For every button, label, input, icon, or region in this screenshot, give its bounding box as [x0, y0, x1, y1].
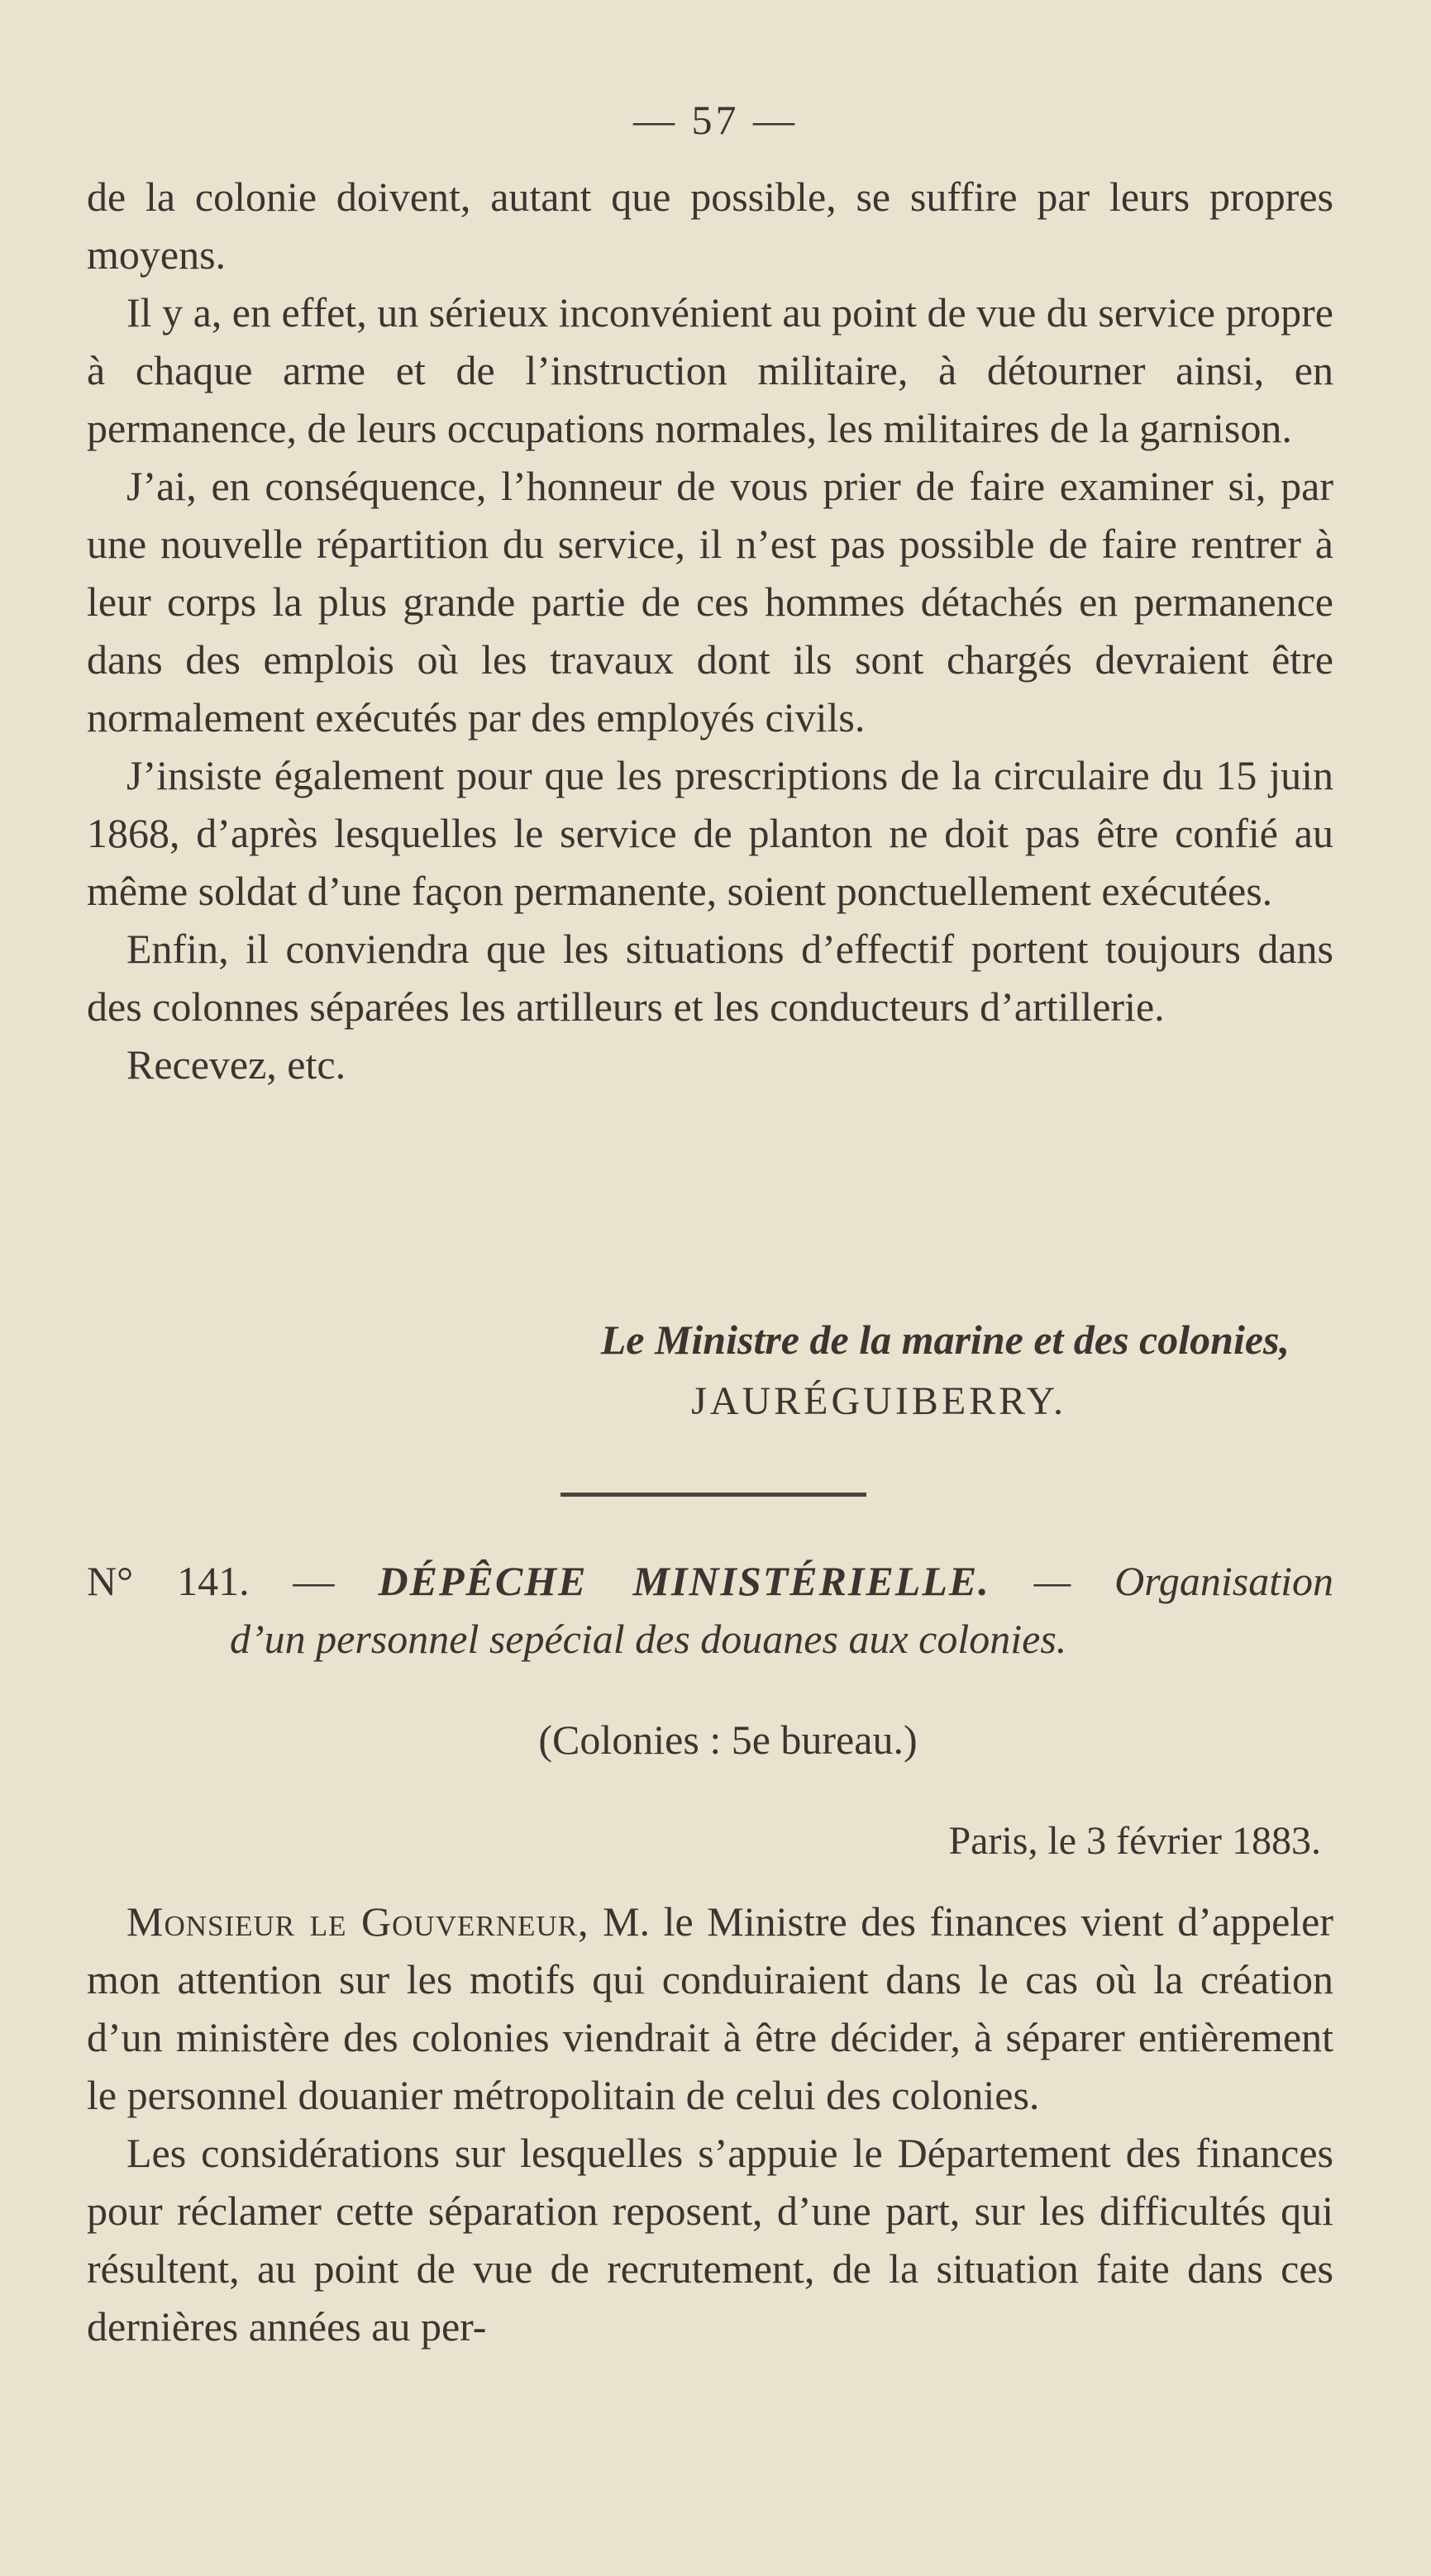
office-reference: (Colonies : 5e bureau.)	[538, 1717, 918, 1763]
signature-title: Le Ministre de la marine et des colonies,	[600, 1317, 1290, 1363]
page-number: — 57 —	[633, 97, 798, 143]
document-type: DÉPÊCHE MINISTÉRIELLE.	[378, 1558, 990, 1604]
paragraph-inconvenient: Il y a, en effet, un sérieux inconvénient au point de vue du service propre à chaque arme et de l’instruction militaire, à détourner ainsi, en permanence, de leurs occupations normales, les militaires de la garnison.	[87, 289, 1333, 451]
paragraph-finance-minister-text: M. le Ministre des finances vient d’appeler mon attention sur les motifs qui conduiraient dans le cas où la création d’un ministère des colonies viendrait à être décider, à séparer entièrement le personnel douanier métropolitain de celui des colonies.	[87, 1898, 1334, 2118]
document-number: N° 141. —	[87, 1558, 335, 1604]
paragraph-closing: Recevez, etc.	[126, 1041, 346, 1088]
letter-body-continued	[87, 168, 1333, 1093]
section-divider	[560, 1493, 866, 1497]
document-date: Paris, le 3 février 1883.	[948, 1819, 1321, 1863]
paragraph-considerations: Les considérations sur lesquelles s’appuie le Département des finances pour réclamer cette séparation reposent, d’une part, sur les difficultés qui résultent, au point de vue de recrutement, de la situation faite dans ces dernières années au per-	[87, 2130, 1333, 2350]
paragraph-circular-reference: J’insiste également pour que les prescriptions de la circulaire du 15 juin 1868, d’après lesquelles le service de planton ne doit pas être confié au même soldat d’une façon permanente, soient ponctuellement exécutées.	[87, 752, 1333, 914]
salutation: Monsieur le Gouverneur,	[126, 1898, 589, 1945]
document-subject-end: d’un personnel sepécial des douanes aux colonies.	[230, 1616, 1067, 1662]
paragraph-effectif-situations: Enfin, il conviendra que les situations d’effectif portent toujours dans des colonnes séparées les artilleurs et les conducteurs d’artillerie.	[87, 926, 1333, 1030]
signature-name: JAURÉGUIBERRY.	[691, 1379, 1066, 1423]
document-heading	[87, 1552, 1333, 1668]
paragraph-continuation: de la colonie doivent, autant que possible, se suffire par leurs propres moyens.	[87, 174, 1333, 278]
letter-body	[87, 1893, 1333, 2355]
paragraph-request-examination: J’ai, en conséquence, l’honneur de vous prier de faire examiner si, par une nouvelle répartition du service, il n’est pas possible de faire rentrer à leur corps la plus grande partie de ces hommes détachés en permanence dans des emplois où les travaux dont ils sont chargés devraient être normalement exécutés par des employés civils.	[87, 463, 1333, 740]
paragraph-finance-minister	[87, 1893, 1333, 2124]
document-subject-start: — Organisation	[1033, 1558, 1334, 1604]
